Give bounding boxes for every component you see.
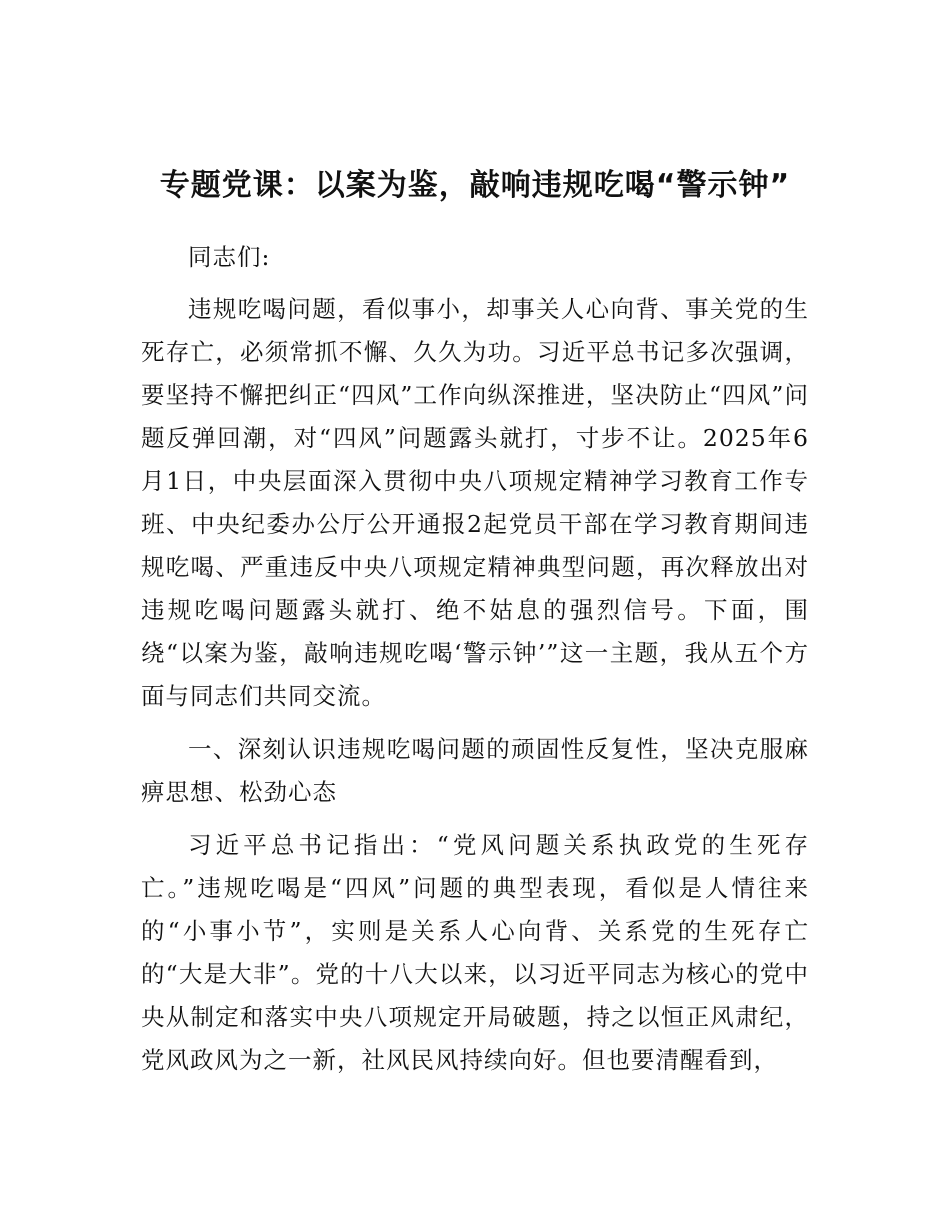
salutation: 同志们: xyxy=(188,243,271,271)
section-heading-1: 一、深刻认识违规吃喝问题的顽固性反复性，坚决克服麻痹思想、松劲心态 xyxy=(141,735,809,806)
document-body xyxy=(141,236,809,1092)
paragraph-section-1: 习近平总书记指出：“党风问题关系执政党的生死存亡。”违规吃喝是“四风”问题的典型表现，看似是人情往来的“小事小节”，实则是关系人心向背、关系党的生死存亡的“大是大非”。党的十八大以来，以习近平同志为核心的党中央从制定和落实中央八项规定开局破题，持之以恒正风肃纪，党风政风为之一新，社风民风持续向好。但也要清醒看到， xyxy=(141,831,809,1074)
document-title: 专题党课：以案为鉴，敲响违规吃喝“警示钟” xyxy=(159,168,791,203)
paragraph-intro: 违规吃喝问题，看似事小，却事关人心向背、事关党的生死存亡，必须常抓不懈、久久为功。习近平总书记多次强调，要坚持不懈把纠正“四风”工作向纵深推进，坚决防止“四风”问题反弹回潮，对“四风”问题露头就打，寸步不让。2025年6月1日，中央层面深入贯彻中央八项规定精神学习教育工作专班、中央纪委办公厅公开通报2起党员干部在学习教育期间违规吃喝、严重违反中央八项规定精神典型问题，再次释放出对违规吃喝问题露头就打、绝不姑息的强烈信号。下面，围绕“以案为鉴，敲响违规吃喝‘警示钟’”这一主题，我从五个方面与同志们共同交流。 xyxy=(141,295,809,710)
